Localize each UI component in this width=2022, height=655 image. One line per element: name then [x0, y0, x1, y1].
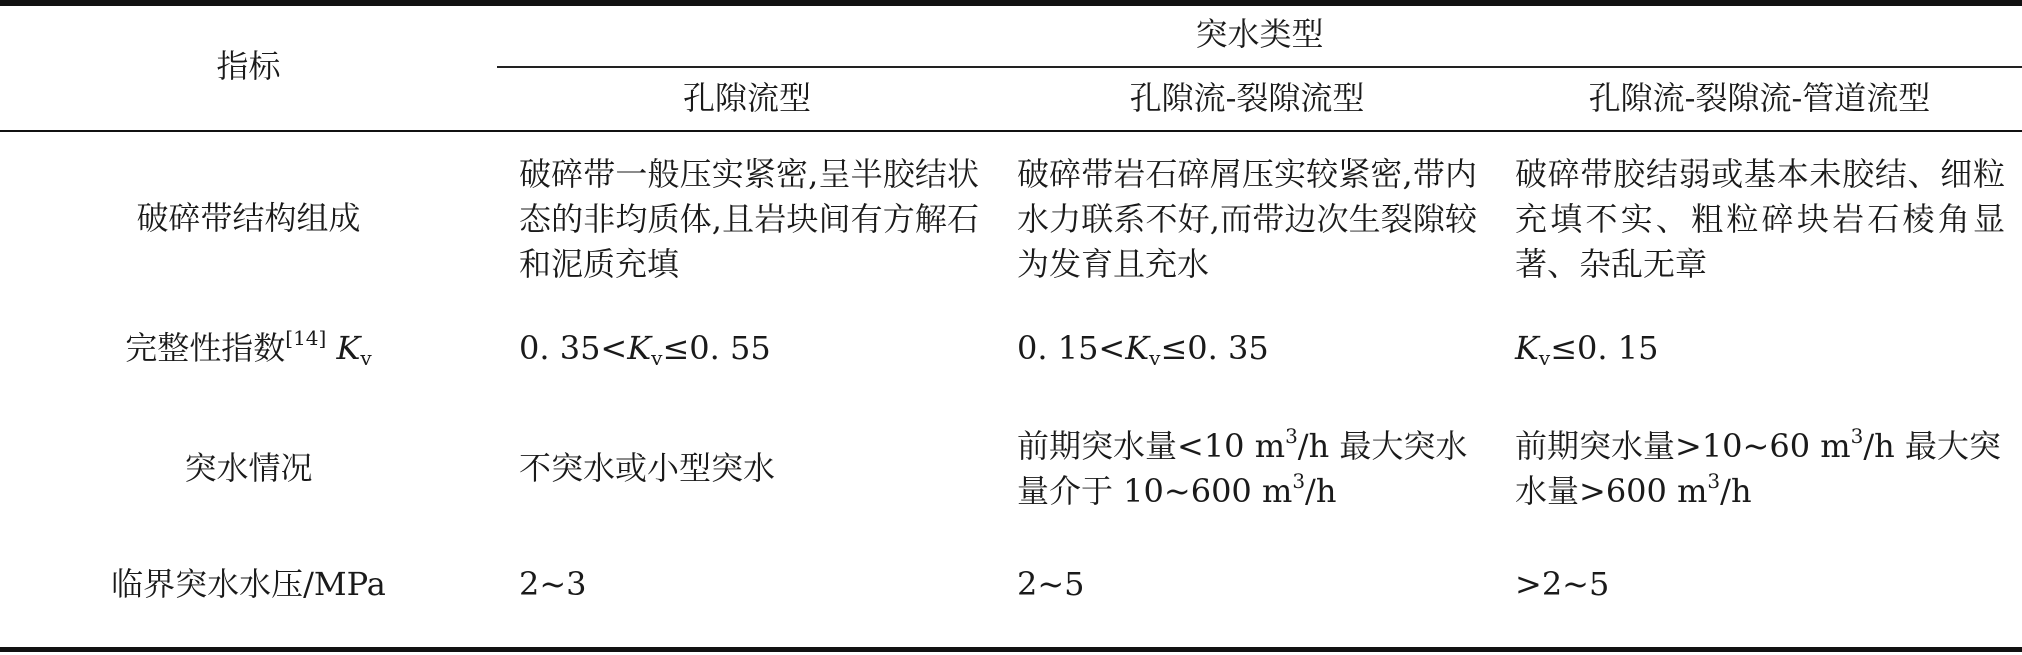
header-index: 指标	[216, 47, 281, 85]
reference-marker: [14]	[285, 326, 327, 350]
integrity-label-text: 完整性指数	[125, 329, 286, 367]
cell-inrush-col2-line1: 前期突水量<10 $m^3/h$ 最大突水	[1017, 424, 1468, 465]
cell-inrush-col3-line1: 前期突水量>10~60 $m^3/h$ 最大突	[1515, 424, 2001, 465]
header-rule	[0, 130, 2022, 132]
cell-inrush-col2-line2: 量介于 10~600 $m^3/h$	[1017, 469, 1337, 510]
cell-integrity-col2: 0. $15<K_v\le 0$. 35	[1017, 329, 1269, 370]
header-group-water-inrush-type: 突水类型	[1195, 15, 1324, 53]
symbol-subscript: v	[360, 346, 372, 370]
row-label-structure: 破碎带结构组成	[136, 199, 361, 237]
cell-structure-col3: 破碎带胶结弱或基本未胶结、细粒充填不实、粗粒碎块岩石棱角显著、杂乱无章	[1515, 155, 2005, 283]
bottom-rule	[0, 647, 2022, 652]
row-label-inrush-situation: 突水情况	[184, 449, 313, 487]
cell-inrush-col3	[1515, 424, 2005, 514]
row-label-integrity-index	[0, 326, 497, 371]
cell-integrity-col3: $K_v\le 0$. 15	[1515, 329, 1659, 370]
header-column-3: 孔隙流-裂隙流-管道流型	[1588, 79, 1931, 117]
cell-pressure-col3: >2~5	[1515, 565, 1610, 603]
header-column-2: 孔隙流-裂隙流型	[1129, 79, 1365, 117]
header-column-1: 孔隙流型	[682, 79, 811, 117]
group-header-rule	[497, 66, 2022, 68]
row-label-critical-pressure: 临界突水水压/MPa	[111, 565, 386, 603]
symbol-k: K	[336, 329, 361, 367]
cell-inrush-col2	[1017, 424, 1477, 514]
cell-structure-col2: 破碎带岩石碎屑压实较紧密,带内水力联系不好,而带边次生裂隙较为发育且充水	[1017, 155, 1477, 283]
cell-pressure-col2: 2~5	[1017, 565, 1085, 603]
cell-inrush-col3-line2: 水量>600 $m^3/h$	[1515, 469, 1752, 510]
cell-inrush-col1: 不突水或小型突水	[519, 449, 776, 487]
cell-integrity-col1: 0. $35<K_v\le 0$. 55	[519, 329, 771, 370]
top-rule	[0, 0, 2022, 6]
cell-pressure-col1: 2~3	[519, 565, 587, 603]
cell-structure-col1: 破碎带一般压实紧密,呈半胶结状态的非均质体,且岩块间有方解石和泥质充填	[519, 155, 979, 283]
